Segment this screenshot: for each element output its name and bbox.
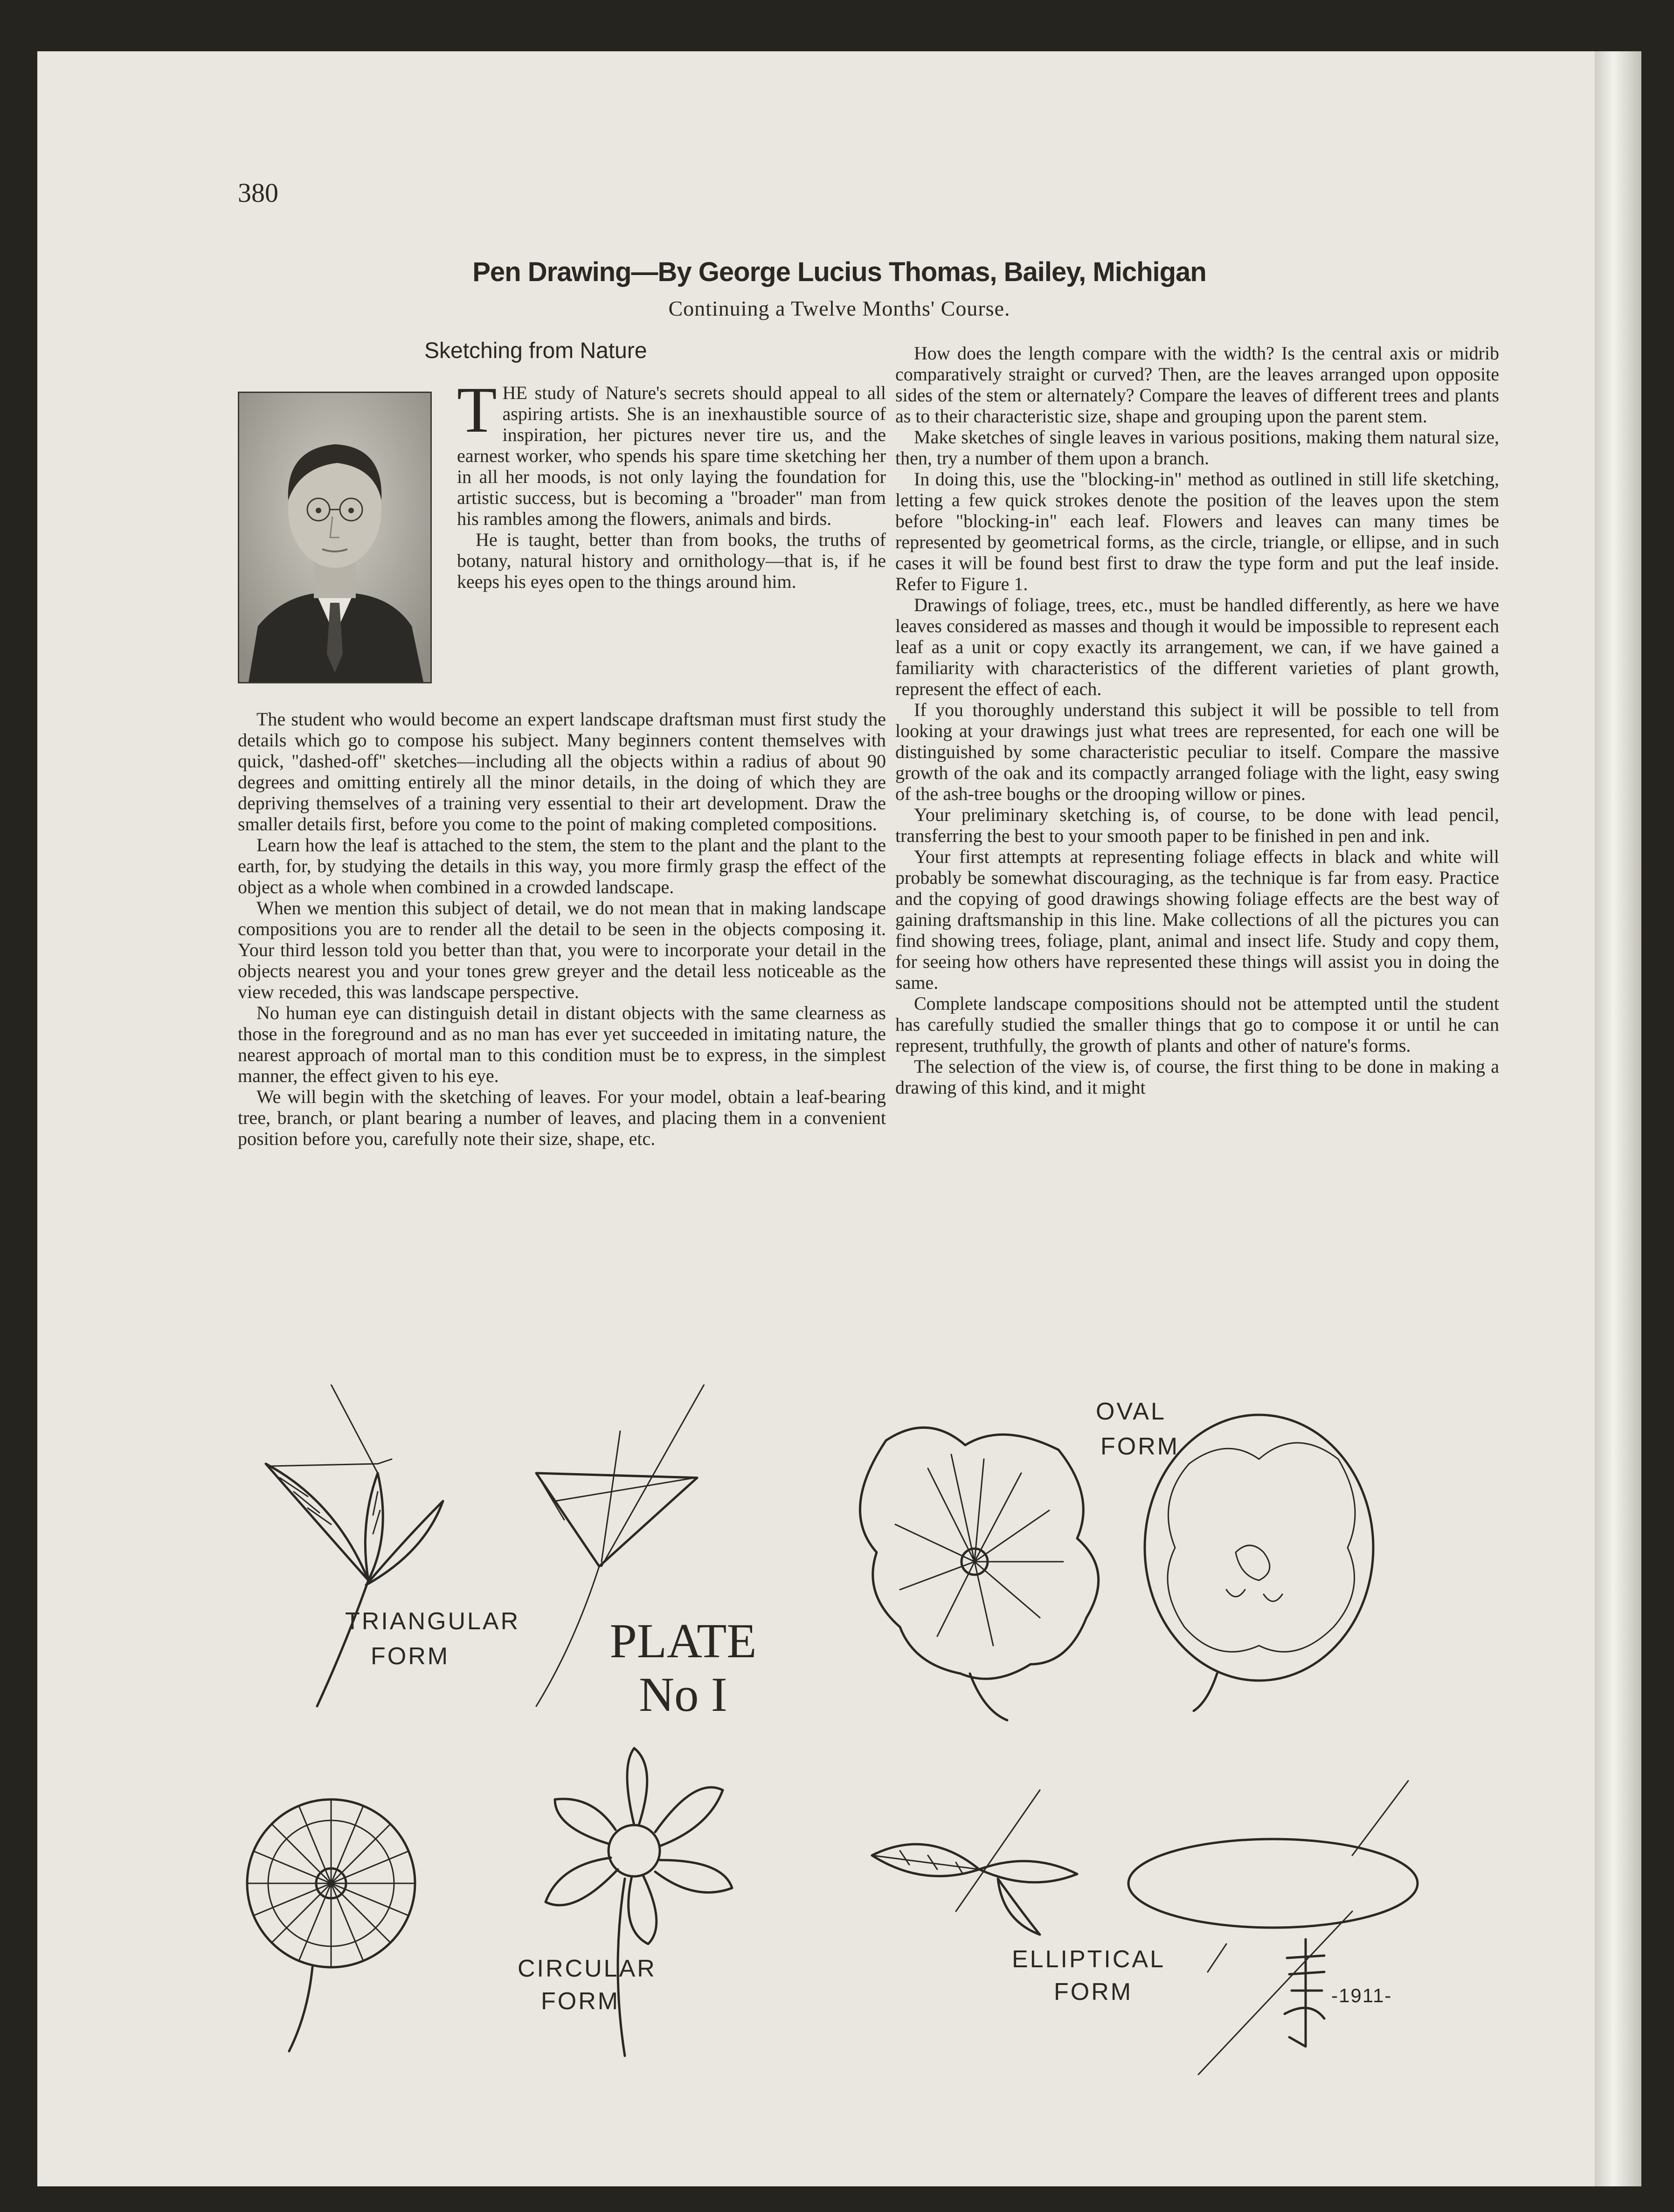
elliptical-label-1: ELLIPTICAL — [1012, 1946, 1166, 1973]
article-title: Pen Drawing—By George Lucius Thomas, Bailey, Michigan — [472, 257, 1206, 287]
ellipse-construction-drawing — [1128, 1781, 1418, 2074]
left-paragraph: We will begin with the sketching of leaves. For your model, obtain a leaf-bearing tree, branch, or plant bearing a number of leaves, and placing them in a convenient position before you, carefully note their size, shape, etc. — [238, 1086, 886, 1149]
left-paragraph: The student who would become an expert landscape draftsman must first study the details which go to compose his subject. Many beginners content themselves with quick, "dashed-off" sketches—including all the objects within a radius of about 90 degrees and omitting entirely all the minor details, in the doing of which they are depriving themselves of a training very essential to their art development. Draw the smaller details first, before you come to the point of making completed compositions. — [238, 709, 886, 834]
section-heading: Sketching from Nature — [424, 338, 647, 363]
right-column — [895, 343, 1499, 1098]
oval-label-1: OVAL — [1096, 1398, 1166, 1425]
circular-label-2: FORM — [541, 1988, 620, 2015]
right-paragraph: Drawings of foliage, trees, etc., must be handled differently, as here we have leaves considered as masses and though it would be impossible to represent each leaf as a unit or copy exactly its arrangement, we can, if we have gained a familiarity with characteristics of the different varieties of plant growth, represent the effect of each. — [895, 594, 1499, 699]
oval-label-2: FORM — [1100, 1433, 1180, 1460]
right-paragraph: How does the length compare with the width? Is the central axis or midrib comparatively straight or curved? Then, are the leaves arranged upon opposite sides of the stem or alternately? Compare the leaves of different trees and plants as to their characteristic size, shape and grouping upon the parent stem. — [895, 343, 1499, 427]
right-paragraph: Make sketches of single leaves in various positions, making them natural size, then, try a number of them upon a branch. — [895, 427, 1499, 469]
right-paragraph: Your first attempts at representing foliage effects in black and white will probably be somewhat discouraging, as the technique is far from easy. Practice and the copying of good drawings showing foliage effects are the best way of gaining draftsmanship in this line. Make collections of all the pictures you can find showing trees, foliage, plant, animal and insect life. Study and copy them, for seeing how others have represented these things will assist you in doing the same. — [895, 846, 1499, 993]
intro-paragraph: He is taught, better than from books, the truths of botany, natural history and ornithology—that is, if he keeps his eyes open to the things around him. — [457, 529, 886, 592]
plate-number: No I — [639, 1667, 727, 1722]
intro-paragraph: THE study of Nature's secrets should appeal to all aspiring artists. She is an inexhaustible source of inspiration, her pictures never tire us, and the earnest worker, who spends his spare time sketching her in all her moods, is not only laying the foundation for artistic success, but is becoming a "broader" man from his rambles among the flowers, animals and birds. — [457, 374, 886, 529]
portrait-image — [239, 393, 430, 682]
right-paragraph: If you thoroughly understand this subject it will be possible to tell from looking at your drawings just what trees are represented, for each one will be distinguished by some characteristic peculiar to itself. Compare the massive growth of the oak and its compactly arranged foliage with the light, easy swing of the ash-tree boughs or the drooping willow or pines. — [895, 699, 1499, 804]
page-number: 380 — [238, 178, 278, 208]
right-paragraph: The selection of the view is, of course, the first thing to be done in making a drawing of this kind, and it might — [895, 1056, 1499, 1098]
left-paragraph: When we mention this subject of detail, we do not mean that in making landscape compositions you are to render all the detail to be seen in the objects composing it. Your third lesson told you better than that, you were to incorporate your detail in the objects nearest you and your tones grew greyer and the detail less noticeable as the view receded, this was landscape perspective. — [238, 897, 886, 1002]
plate-illustration — [238, 1385, 1497, 2084]
right-paragraph: Your preliminary sketching is, of course, to be done with lead pencil, transferring the best to your smooth paper to be finished in pen and ink. — [895, 804, 1499, 846]
plate-title: PLATE — [609, 1613, 757, 1668]
drop-cap: T — [457, 374, 497, 446]
right-paragraph: Complete landscape compositions should not be attempted until the student has carefully studied the smaller things that go to compose it or until he can represent, truthfully, the growth of plants and other of nature's forms. — [895, 993, 1499, 1056]
triangular-label-1: TRIANGULAR — [345, 1608, 520, 1635]
intro-text — [457, 374, 886, 592]
circular-flower-drawing — [247, 1799, 415, 2051]
elliptical-label-2: FORM — [1054, 1978, 1133, 2005]
signature-year: -1911- — [1331, 1985, 1392, 2006]
pansy-detailed-drawing — [860, 1427, 1098, 1720]
magazine-page — [37, 51, 1641, 2186]
circular-label-1: CIRCULAR — [518, 1955, 657, 1982]
left-paragraph: No human eye can distinguish detail in distant objects with the same clearness as those in the foreground and as no man has ever yet succeeded in imitating nature, the nearest approach of mortal man to this condition must be to express, in the simplest manner, the effect given to his eye. — [238, 1002, 886, 1086]
author-portrait — [238, 392, 432, 683]
page-spine — [1595, 51, 1641, 2186]
artist-monogram-icon — [1285, 1939, 1324, 2047]
left-paragraph: Learn how the leaf is attached to the stem, the stem to the plant and the plant to the earth, for, by studying the details in this way, you more firmly grasp the effect of the object as a whole when combined in a crowded landscape. — [238, 834, 886, 897]
triangular-label-2: FORM — [371, 1643, 450, 1670]
article-subtitle: Continuing a Twelve Months' Course. — [668, 296, 1010, 320]
plate-drawing — [238, 1385, 1497, 2084]
left-column — [238, 709, 886, 1149]
elliptical-leaf-drawing — [872, 1790, 1077, 1935]
right-paragraph: In doing this, use the "blocking-in" method as outlined in still life sketching, letting a few quick strokes denote the position of the leaves upon the stem before "blocking-in" each leaf. Flowers and leaves can many times be represented by geometrical forms, as the circle, triangle, or ellipse, and in such cases it will be found best first to draw the type form and put the leaf inside. Refer to Figure 1. — [895, 469, 1499, 594]
